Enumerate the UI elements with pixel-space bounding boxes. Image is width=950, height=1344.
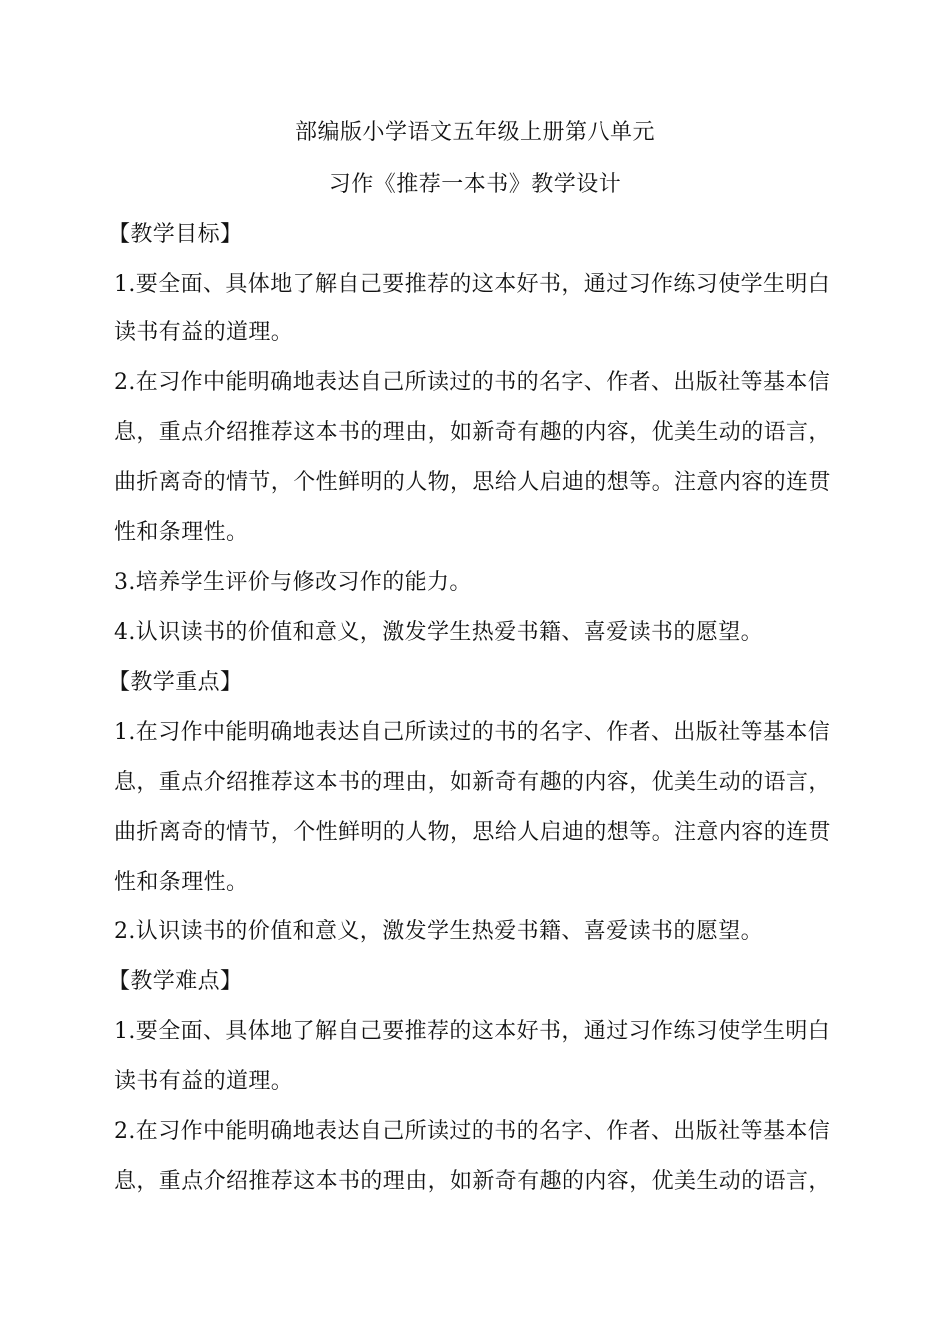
- paragraph-line: 读书有益的道理。: [114, 1069, 294, 1094]
- paragraph-line: 1.要全面、具体地了解自己要推荐的这本好书，通过习作练习使学生明白: [114, 272, 831, 297]
- section-heading-difficulties: 【教学难点】: [108, 969, 243, 994]
- paragraph-line: 曲折离奇的情节，个性鲜明的人物，思给人启迪的想等。注意内容的连贯: [114, 470, 831, 495]
- paragraph-line: 1.在习作中能明确地表达自己所读过的书的名字、作者、出版社等基本信: [114, 720, 831, 745]
- paragraph-line: 息，重点介绍推荐这本书的理由，如新奇有趣的内容，优美生动的语言，: [114, 1169, 831, 1194]
- paragraph-line: 4.认识读书的价值和意义，激发学生热爱书籍、喜爱读书的愿望。: [114, 620, 763, 645]
- paragraph-line: 曲折离奇的情节，个性鲜明的人物，思给人启迪的想等。注意内容的连贯: [114, 820, 831, 845]
- paragraph-line: 息，重点介绍推荐这本书的理由，如新奇有趣的内容，优美生动的语言，: [114, 420, 831, 445]
- paragraph-line: 2.在习作中能明确地表达自己所读过的书的名字、作者、出版社等基本信: [114, 1119, 831, 1144]
- section-heading-key-points: 【教学重点】: [108, 670, 243, 695]
- paragraph-line: 3.培养学生评价与修改习作的能力。: [114, 570, 472, 595]
- document-subtitle: 习作《推荐一本书》教学设计: [328, 172, 622, 197]
- paragraph-line: 性和条理性。: [114, 870, 249, 895]
- paragraph-line: 2.在习作中能明确地表达自己所读过的书的名字、作者、出版社等基本信: [114, 370, 831, 395]
- document-title: 部编版小学语文五年级上册第八单元: [294, 120, 655, 145]
- paragraph-line: 读书有益的道理。: [114, 320, 294, 345]
- paragraph-line: 性和条理性。: [114, 520, 249, 545]
- paragraph-line: 2.认识读书的价值和意义，激发学生热爱书籍、喜爱读书的愿望。: [114, 919, 763, 944]
- section-heading-objectives: 【教学目标】: [108, 222, 243, 247]
- paragraph-line: 1.要全面、具体地了解自己要推荐的这本好书，通过习作练习使学生明白: [114, 1019, 831, 1044]
- paragraph-line: 息，重点介绍推荐这本书的理由，如新奇有趣的内容，优美生动的语言，: [114, 770, 831, 795]
